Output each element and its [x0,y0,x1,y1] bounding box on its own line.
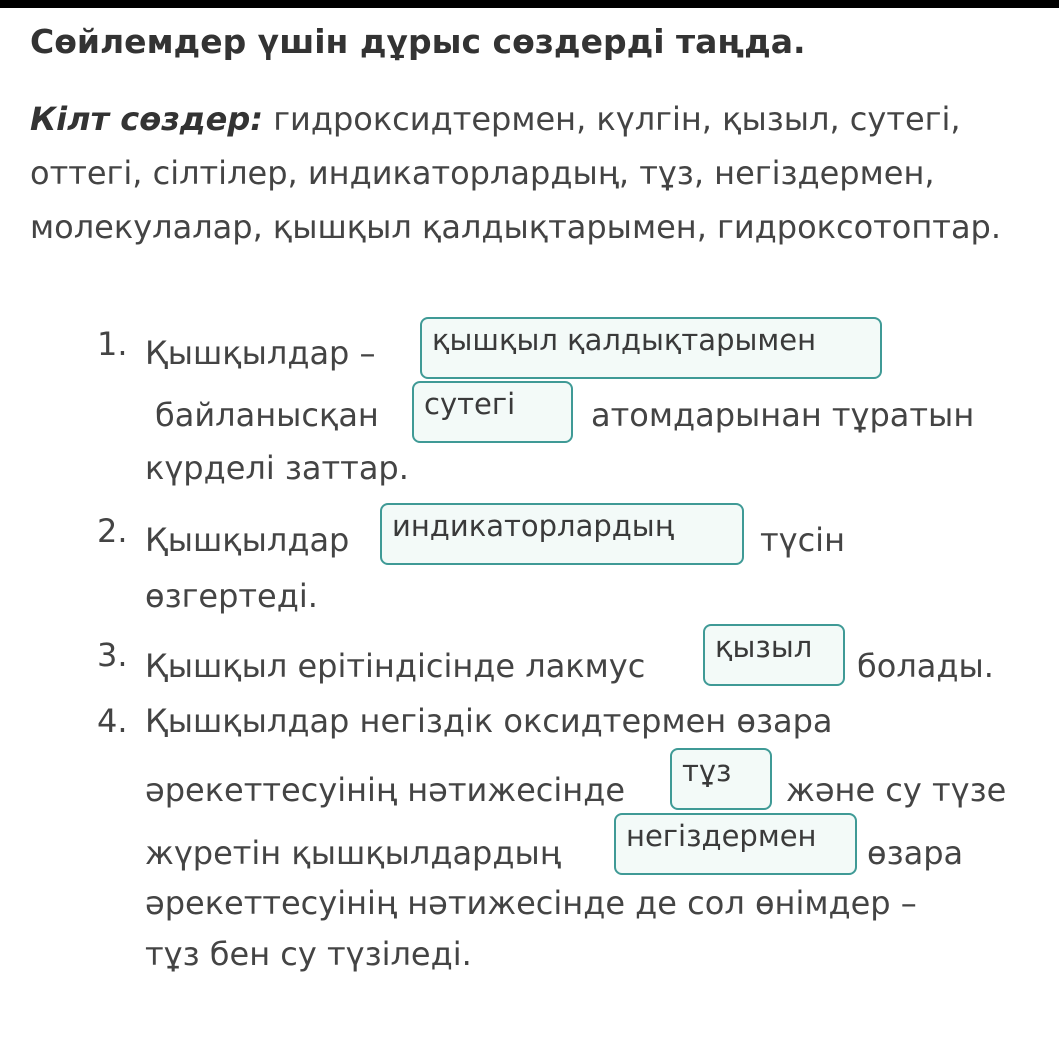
item-4-line-5: тұз бен су түзіледі. [145,935,472,973]
item-1-text-before: Қышқылдар – [145,334,376,372]
item-4-line-3-before: жүретін қышқылдардың [145,834,561,872]
item-1-blank-2[interactable]: сутегі [412,381,573,443]
item-4-blank-2[interactable]: негіздермен [614,813,857,875]
keywords-list: гидроксидтермен, күлгін, қызыл, сутегі, оттегі, сілтілер, индикаторлардың, тұз, негіздермен, молекулалар, қышқыл қалдықтарымен, гидроксотоптар. [30,100,1002,246]
item-2-text-after: түсін [760,521,845,559]
item-4-line-2-before: әрекеттесуінің нәтижесінде [145,771,625,809]
item-2-number: 2. [97,512,128,550]
keywords-paragraph [30,92,1040,254]
item-4-line-1: Қышқылдар негіздік оксидтермен өзара [145,702,833,740]
item-1-blank-1[interactable]: қышқыл қалдықтарымен [420,317,882,379]
keywords-label: Кілт сөздер: [30,100,264,138]
item-4-number: 4. [97,702,128,740]
item-1-text-middle: байланысқан [155,396,379,434]
page-title: Сөйлемдер үшін дұрыс сөздерді таңда. [30,22,806,61]
item-3-text-before: Қышқыл ерітіндісінде лакмус [145,647,646,685]
top-bar [0,0,1059,8]
item-1-text-after: атомдарынан тұратын [591,396,975,434]
item-4-line-2-after: және су түзе [786,771,1007,809]
item-1-text-end: күрделі заттар. [145,449,409,487]
item-3-text-after: болады. [857,647,994,685]
item-2-blank-1[interactable]: индикаторлардың [380,503,744,565]
item-1-number: 1. [97,325,128,363]
item-4-line-3-after: өзара [867,834,964,872]
item-4-line-4: әрекеттесуінің нәтижесінде де сол өнімдер – [145,884,917,922]
item-3-number: 3. [97,636,128,674]
item-4-blank-1[interactable]: тұз [670,748,772,810]
item-3-blank-1[interactable]: қызыл [703,624,845,686]
item-2-text-end: өзгертеді. [145,577,318,615]
item-2-text-before: Қышқылдар [145,521,350,559]
